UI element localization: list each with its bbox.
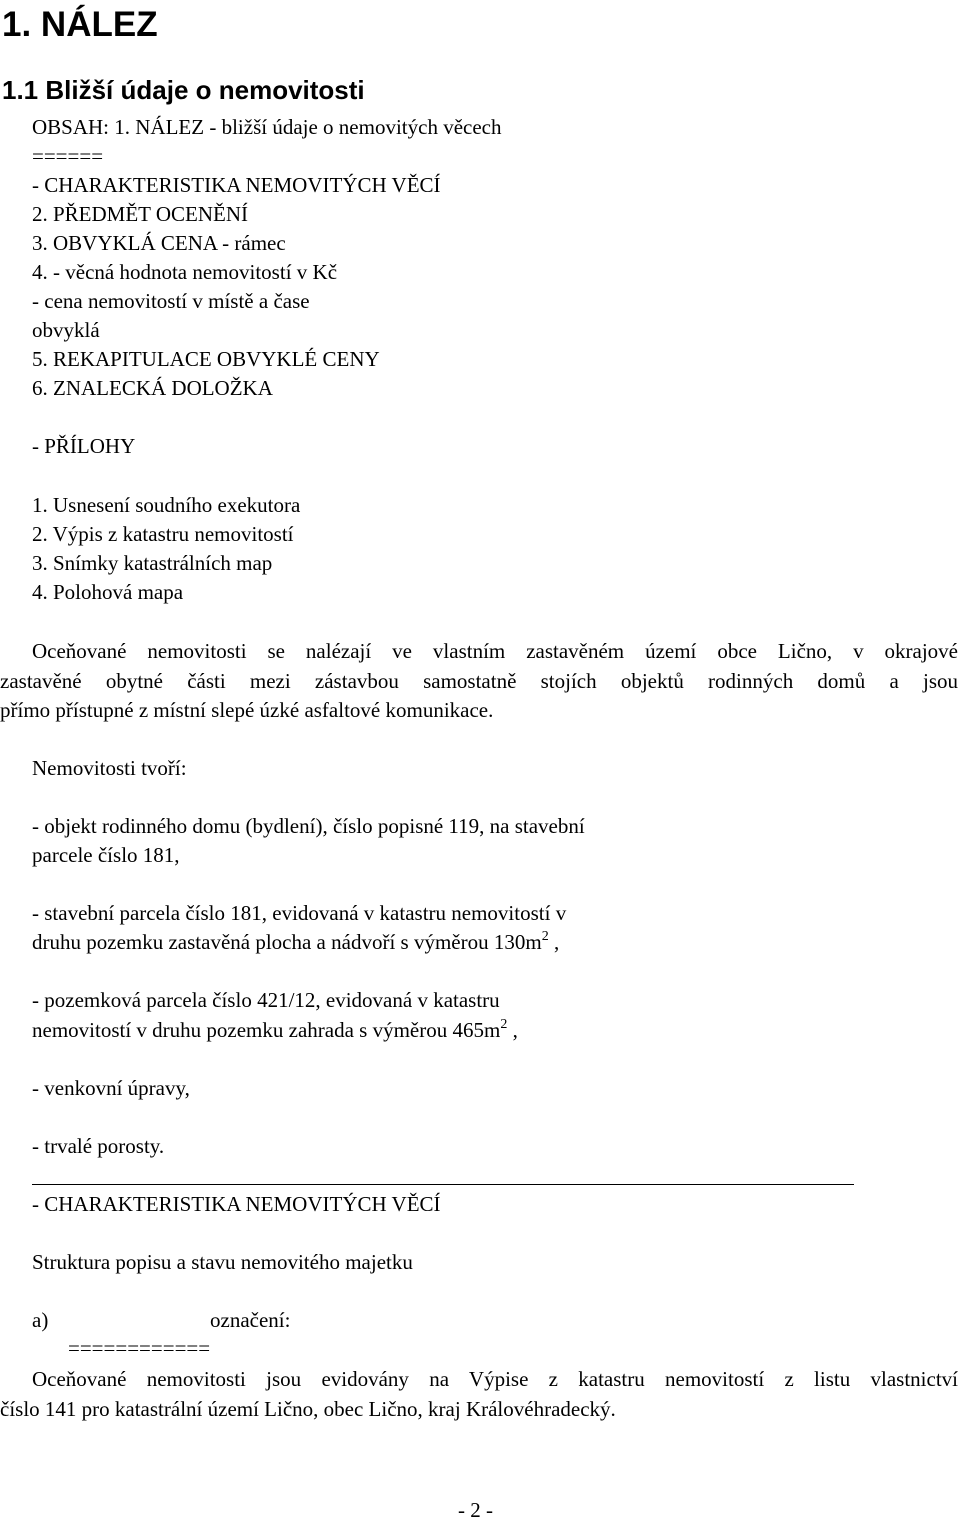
section-letter: a) (32, 1308, 49, 1332)
structure-title: Struktura popisu a stavu nemovitého majetku (32, 1250, 413, 1274)
section-subheading: 1.1 Bližší údaje o nemovitosti (2, 75, 365, 105)
attachments-title: - PŘÍLOHY (32, 434, 136, 458)
property-item: - pozemková parcela číslo 421/12, evidovaná v katastru (32, 988, 500, 1012)
page-number: - 2 - (458, 1498, 493, 1522)
property-tail: , (553, 930, 560, 954)
property-item: - stavební parcela číslo 181, evidovaná v katastru nemovitostí v (32, 901, 567, 925)
superscript: 2 (541, 929, 549, 944)
paragraph-line: zastavěné obytné části mezi zástavbou samostatně stojích objektů rodinných domů a jsou (0, 669, 958, 693)
contents-title: OBSAH: 1. NÁLEZ - bližší údaje o nemovitých věcech (32, 115, 502, 139)
contents-line: 3. OBVYKLÁ CENA - rámec (32, 231, 286, 255)
contents-line: 4. - věcná hodnota nemovitostí v Kč (32, 260, 338, 284)
attachment-item: 2. Výpis z katastru nemovitostí (32, 522, 294, 546)
property-item-continued: parcele číslo 181, (32, 843, 180, 867)
paragraph-line: číslo 141 pro katastrální území Lično, obec Lično, kraj Královéhradecký. (0, 1397, 616, 1421)
attachment-item: 4. Polohová mapa (32, 580, 184, 604)
property-item-continued (32, 929, 560, 954)
property-item: - venkovní úpravy, (32, 1076, 190, 1100)
contents-line: - CHARAKTERISTIKA NEMOVITÝCH VĚCÍ (32, 173, 441, 197)
paragraph-line: Oceňované nemovitosti jsou evidovány na Výpise z katastru nemovitostí z listu vlastnictví (32, 1367, 958, 1391)
property-text: nemovitostí v druhu pozemku zahrada s výměrou 465m (32, 1018, 501, 1042)
section-underline: ============ (68, 1336, 211, 1360)
contents-line: 6. ZNALECKÁ DOLOŽKA (32, 376, 273, 400)
section-label: označení: (210, 1308, 291, 1332)
property-text: druhu pozemku zastavěná plocha a nádvoří s výměrou 130m (32, 930, 542, 954)
superscript: 2 (500, 1017, 508, 1032)
properties-intro: Nemovitosti tvoří: (32, 756, 187, 780)
attachment-item: 3. Snímky katastrálních map (32, 551, 273, 575)
contents-line: obvyklá (32, 318, 100, 342)
property-tail: , (512, 1018, 518, 1042)
contents-line: - cena nemovitostí v místě a čase (32, 289, 310, 313)
page-heading: 1. NÁLEZ (2, 5, 158, 44)
contents-line: ====== (32, 144, 104, 168)
paragraph-line: Oceňované nemovitosti se nalézají ve vlastním zastavěném území obce Lično, v okrajové (32, 639, 958, 663)
characteristics-title: - CHARAKTERISTIKA NEMOVITÝCH VĚCÍ (32, 1192, 441, 1216)
property-item: - trvalé porosty. (32, 1134, 165, 1158)
contents-line: 2. PŘEDMĚT OCENĚNÍ (32, 202, 249, 226)
property-item: - objekt rodinného domu (bydlení), číslo popisné 119, na stavební (32, 814, 585, 838)
divider-line (32, 1184, 854, 1185)
paragraph-line: přímo přístupné z místní slepé úzké asfaltové komunikace. (0, 698, 494, 722)
contents-line: 5. REKAPITULACE OBVYKLÉ CENY (32, 347, 380, 371)
attachment-item: 1. Usnesení soudního exekutora (32, 493, 301, 517)
property-item-continued (32, 1017, 518, 1042)
